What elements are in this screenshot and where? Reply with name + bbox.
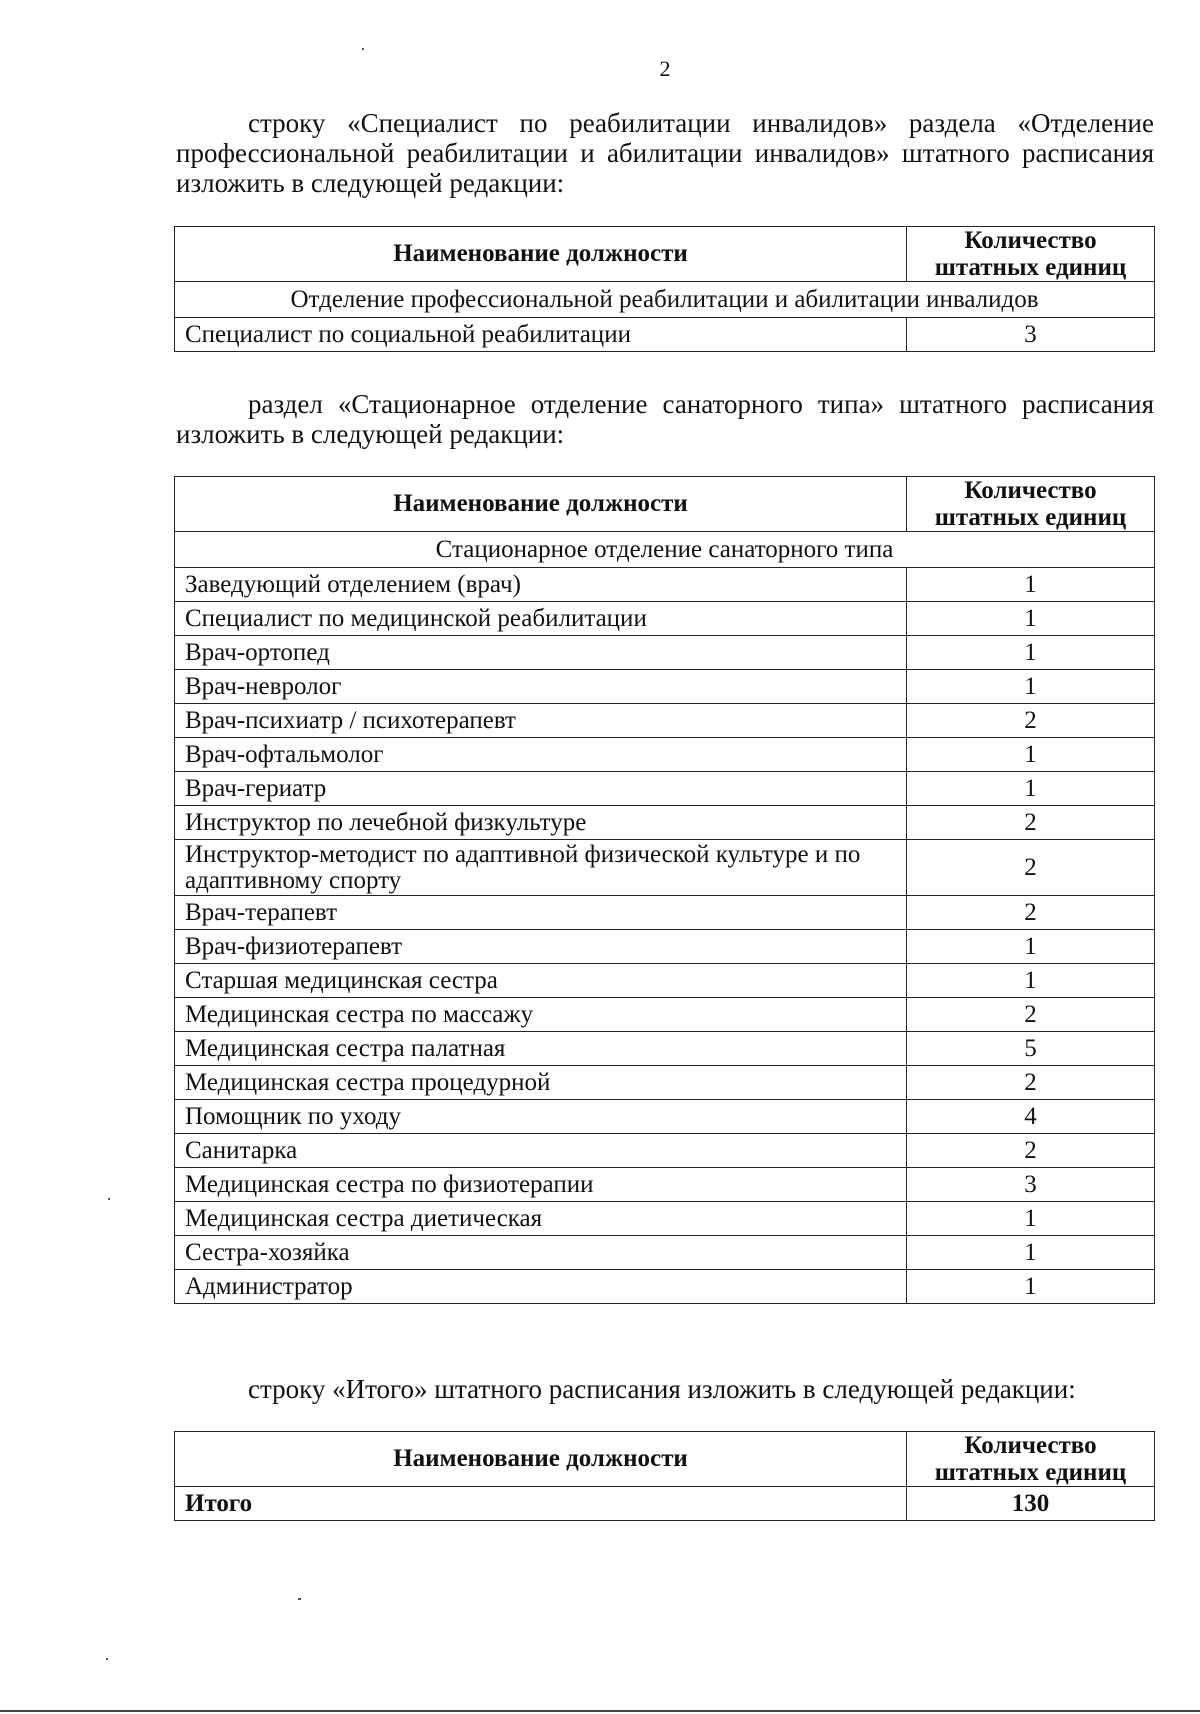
- count-cell: 1: [907, 964, 1155, 998]
- count-cell: 2: [907, 806, 1155, 840]
- count-cell: 2: [907, 896, 1155, 930]
- table-header-row: [175, 477, 1155, 532]
- count-cell: 4: [907, 1100, 1155, 1134]
- header-position-name: Наименование должности: [175, 477, 907, 532]
- header-position-name: Наименование должности: [175, 1432, 907, 1487]
- table-row: [175, 670, 1155, 704]
- table-row: [175, 772, 1155, 806]
- count-cell: 1: [907, 1202, 1155, 1236]
- page-number: 2: [659, 56, 671, 81]
- count-cell: 1: [907, 772, 1155, 806]
- table-row: [175, 930, 1155, 964]
- scan-speck: [298, 1598, 301, 1600]
- table-row: [175, 738, 1155, 772]
- position-cell: Специалист по медицинской реабилитации: [175, 602, 907, 636]
- position-cell: Врач-гериатр: [175, 772, 907, 806]
- position-cell: Медицинская сестра по физиотерапии: [175, 1168, 907, 1202]
- count-cell: 1: [907, 670, 1155, 704]
- section-title: Отделение профессиональной реабилитации и абилитации инвалидов: [175, 282, 1155, 318]
- position-cell: Медицинская сестра процедурной: [175, 1066, 907, 1100]
- paragraph-total-line: строку «Итого» штатного расписания изложить в следующей редакции:: [248, 1374, 1076, 1404]
- position-cell: Медицинская сестра диетическая: [175, 1202, 907, 1236]
- table-row: [175, 1168, 1155, 1202]
- table-row: [175, 602, 1155, 636]
- position-cell: Санитарка: [175, 1134, 907, 1168]
- header-position-name: Наименование должности: [175, 227, 907, 282]
- table-row: [175, 704, 1155, 738]
- count-cell: 1: [907, 1236, 1155, 1270]
- position-cell: Врач-невролог: [175, 670, 907, 704]
- position-cell: Медицинская сестра палатная: [175, 1032, 907, 1066]
- count-cell: 3: [907, 318, 1155, 352]
- header-quantity: Количество штатных единиц: [907, 1432, 1155, 1487]
- count-cell: 1: [907, 738, 1155, 772]
- section-row: [175, 282, 1155, 318]
- table-row: [175, 1032, 1155, 1066]
- scan-speck: [106, 1658, 108, 1660]
- table-row: [175, 1270, 1155, 1304]
- scan-edge-line: [0, 1710, 1200, 1712]
- count-cell: 2: [907, 1066, 1155, 1100]
- position-cell: Администратор: [175, 1270, 907, 1304]
- count-cell: 1: [907, 602, 1155, 636]
- table-row: [175, 1487, 1155, 1521]
- position-cell: Заведующий отделением (врач): [175, 568, 907, 602]
- count-cell: 3: [907, 1168, 1155, 1202]
- table-row: [175, 1202, 1155, 1236]
- table-row: [175, 1236, 1155, 1270]
- position-cell: Врач-офтальмолог: [175, 738, 907, 772]
- count-cell: 2: [907, 998, 1155, 1032]
- table-row: [175, 964, 1155, 998]
- count-cell: 2: [907, 1134, 1155, 1168]
- table-row: [175, 1066, 1155, 1100]
- count-cell: 2: [907, 840, 1155, 896]
- table-row: [175, 1100, 1155, 1134]
- scan-speck: [362, 48, 364, 50]
- position-cell: Врач-психиатр / психотерапевт: [175, 704, 907, 738]
- position-cell: Помощник по уходу: [175, 1100, 907, 1134]
- count-cell: 1: [907, 930, 1155, 964]
- position-cell: Итого: [175, 1487, 907, 1521]
- table-row: [175, 840, 1155, 896]
- paragraph-specialist-line: строку «Специалист по реабилитации инвалидов» раздела «Отделение профессиональной реабилитации и абилитации инвалидов» штатного расписания изложить в следующей редакции:: [176, 108, 1154, 198]
- position-cell: Врач-терапевт: [175, 896, 907, 930]
- table-row: [175, 318, 1155, 352]
- count-cell: 1: [907, 1270, 1155, 1304]
- position-cell: Старшая медицинская сестра: [175, 964, 907, 998]
- scan-speck: [108, 1198, 110, 1200]
- position-cell: Врач-физиотерапевт: [175, 930, 907, 964]
- position-cell: Специалист по социальной реабилитации: [175, 318, 907, 352]
- table-row: [175, 806, 1155, 840]
- count-cell: 1: [907, 636, 1155, 670]
- table-header-row: [175, 227, 1155, 282]
- section-title: Стационарное отделение санаторного типа: [175, 532, 1155, 568]
- header-quantity: Количество штатных единиц: [907, 227, 1155, 282]
- count-cell: 130: [907, 1487, 1155, 1521]
- section-row: [175, 532, 1155, 568]
- count-cell: 5: [907, 1032, 1155, 1066]
- position-cell: Медицинская сестра по массажу: [175, 998, 907, 1032]
- position-cell: Сестра-хозяйка: [175, 1236, 907, 1270]
- table-row: [175, 998, 1155, 1032]
- table-header-row: [175, 1432, 1155, 1487]
- count-cell: 2: [907, 704, 1155, 738]
- table-row: [175, 896, 1155, 930]
- table-total: [174, 1431, 1155, 1521]
- header-quantity: Количество штатных единиц: [907, 477, 1155, 532]
- position-cell: Инструктор-методист по адаптивной физической культуре и по адаптивному спорту: [175, 840, 907, 896]
- count-cell: 1: [907, 568, 1155, 602]
- table-vocational-rehab: [174, 226, 1155, 352]
- position-cell: Врач-ортопед: [175, 636, 907, 670]
- table-row: [175, 568, 1155, 602]
- table-row: [175, 1134, 1155, 1168]
- table-row: [175, 636, 1155, 670]
- position-cell: Инструктор по лечебной физкультуре: [175, 806, 907, 840]
- paragraph-inpatient-section: раздел «Стационарное отделение санаторного типа» штатного расписания изложить в следующей редакции:: [176, 389, 1154, 449]
- table-inpatient-sanatorium: [174, 476, 1155, 1304]
